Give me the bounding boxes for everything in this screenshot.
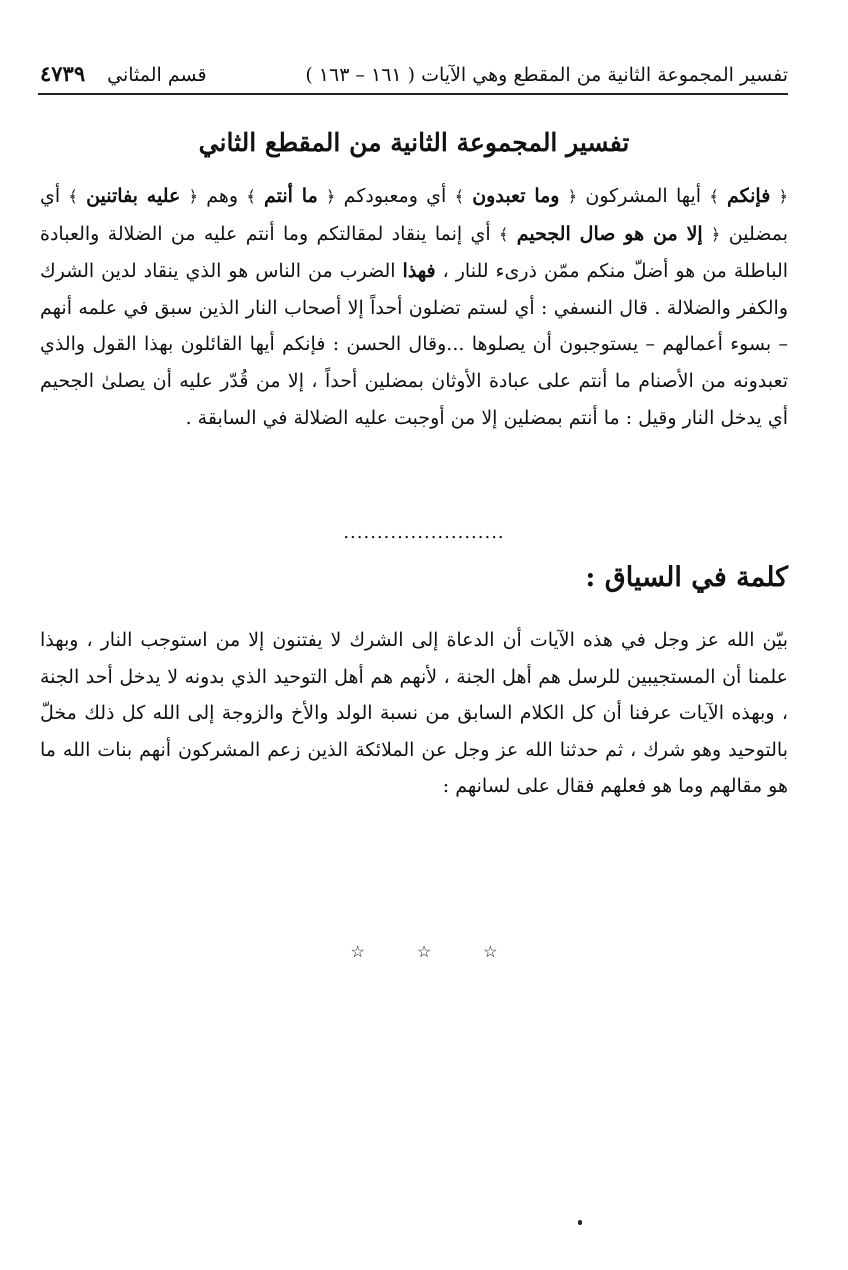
running-title: تفسير المجموعة الثانية من المقطع وهي الآيات ( ١٦١ – ١٦٣ ): [305, 64, 788, 86]
header-rule: [38, 93, 788, 95]
commentary: أيها المشركون: [585, 185, 702, 207]
commentary-emphasis: فهذا: [402, 260, 436, 283]
running-header: [40, 52, 788, 86]
bracket-close: ﴾: [709, 187, 719, 206]
bracket-open: ﴿: [188, 187, 198, 206]
bracket-close: ﴾: [246, 187, 256, 206]
ink-speck: [578, 1220, 582, 1225]
header-left-group: [40, 61, 207, 86]
context-heading: كلمة في السياق :: [585, 562, 788, 593]
commentary: أي ومعبودكم: [343, 185, 447, 207]
quran-phrase: وما تعبدون: [472, 185, 560, 207]
star-icon: ☆: [483, 942, 498, 961]
dotted-separator: ........................: [343, 522, 505, 543]
page-number: ٤٧٣٩: [40, 61, 86, 86]
commentary: أي بمضلين: [40, 185, 789, 245]
quran-phrase: عليه بفاتنين: [86, 185, 181, 207]
bracket-close: ﴾: [499, 224, 509, 244]
star-icon: ☆: [350, 942, 365, 961]
quran-phrase: ما أنتم: [264, 185, 318, 207]
bracket-open: ﴿: [778, 187, 788, 206]
bracket-open: ﴿: [711, 224, 721, 244]
bracket-open: ﴿: [567, 187, 578, 206]
quran-phrase: إلا من هو صال الجحيم: [516, 222, 703, 245]
commentary: وهم: [206, 185, 239, 207]
bracket-close: ﴾: [454, 187, 464, 206]
quran-phrase: فإنكم: [727, 185, 771, 207]
commentary: الضرب من الناس هو الذي ينقاد لدين الشرك والكفر والضلالة . قال النسفي : أي لستم تضلون أحداً إلا أصحاب النار الذين سبق في علمه أنهم – بسوء أعمالهم – يستوجبون أن يصلوها ...وقال الحسن : فإنكم أيها القائلون بهذا القول والذي تعبدونه من الأصنام ما أنتم على عبادة الأوثان بمضلين أحداً ، إلا من قُدّر عليه أن يصلىٰ الجحيم أي يدخل النار وقيل : ما أنتم بمضلين إلا من أوجبت عليه الضلالة في السابقة .: [40, 260, 788, 429]
tafsir-paragraph: [40, 178, 788, 436]
context-paragraph: بيّن الله عز وجل في هذه الآيات أن الدعاة إلى الشرك لا يفتنون إلا من استوجب النار ، وبهذا علمنا أن المستجيبين للرسل هم أهل الجنة ، لأنهم هم أهل التوحيد الذي بدونه لا يدخل أحد الجنة ، وبهذه الآيات عرفنا أن كل الكلام السابق من نسبة الولد والأخ والزوجة إلى الله كل ذلك مخلّ بالتوحيد وهو شرك ، ثم حدثنا الله عز وجل عن الملائكة الذين زعم المشركون أنهم بنات الله ما هو مقالهم وما هو فعلهم فقال على لسانهم :: [40, 629, 788, 798]
section-title: تفسير المجموعة الثانية من المقطع الثاني: [198, 128, 630, 157]
bracket-close: ﴾: [68, 187, 78, 206]
star-divider: [0, 942, 848, 961]
section-name: قسم المثاني: [107, 64, 207, 86]
star-icon: ☆: [416, 942, 432, 961]
bracket-open: ﴿: [326, 187, 336, 206]
commentary: أي إنما ينقاد لمقالتكم وما أنتم عليه من الضلالة والعبادة الباطلة من هو أضلّ منكم ممّن ذرىء للنار ،: [40, 222, 789, 283]
